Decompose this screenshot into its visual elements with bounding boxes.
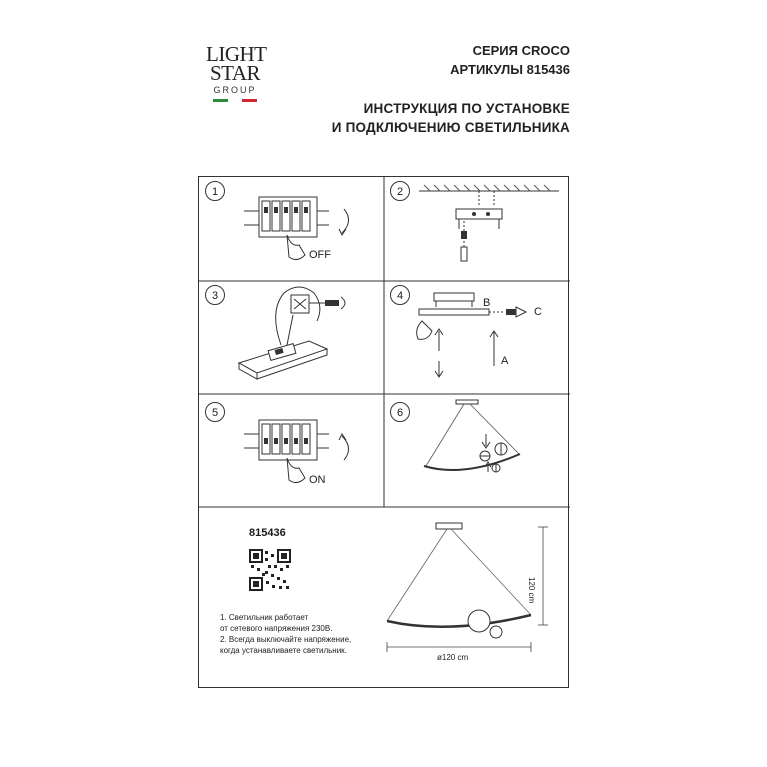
ceiling-mount-illustration	[384, 177, 570, 281]
width-dimension: ø120 cm	[437, 653, 469, 662]
step-2-number: 2	[390, 181, 410, 201]
pendant-dimension-drawing	[379, 517, 564, 682]
brand-logo	[206, 42, 267, 121]
label-c: C	[534, 306, 542, 318]
step-5-number: 5	[205, 402, 225, 422]
step-4-panel	[384, 281, 570, 394]
shade-install-illustration	[384, 394, 570, 507]
breaker-off-illustration	[199, 177, 384, 281]
step-4-number: 4	[390, 285, 410, 305]
series-name: СЕРИЯ CROCO	[472, 43, 570, 58]
italian-flag-stripe	[213, 99, 257, 102]
brand-line2: STAR	[210, 61, 260, 85]
label-a: A	[501, 355, 509, 367]
step-6-panel	[384, 394, 570, 507]
product-code: 815436	[249, 527, 286, 539]
note-line-1: 1. Светильник работает	[220, 613, 309, 622]
step-3-number: 3	[205, 285, 225, 305]
wiring-illustration	[199, 281, 384, 394]
step-5-panel	[199, 394, 384, 507]
brand-line1: LIGHT	[206, 42, 267, 66]
label-b: B	[483, 297, 491, 309]
qr-code-icon	[249, 549, 291, 591]
step-1-panel	[199, 177, 384, 281]
on-label: ON	[309, 474, 326, 486]
document-title-line2: И ПОДКЛЮЧЕНИЮ СВЕТИЛЬНИКА	[331, 120, 570, 135]
note-line-3: 2. Всегда выключайте напряжение,	[220, 635, 352, 644]
breaker-on-illustration	[199, 394, 384, 507]
instruction-grid	[198, 176, 569, 688]
brand-line3: GROUP	[213, 85, 257, 95]
step-3-panel	[199, 281, 384, 394]
canopy-attach-illustration	[384, 281, 570, 394]
step-1-number: 1	[205, 181, 225, 201]
note-line-2: от сетевого напряжения 230В.	[220, 624, 333, 633]
document-title-line1: ИНСТРУКЦИЯ ПО УСТАНОВКЕ	[363, 101, 570, 116]
note-line-4: когда устанавливаете светильник.	[220, 646, 347, 655]
off-label: OFF	[309, 249, 331, 261]
height-dimension: 120 cm	[527, 577, 536, 604]
step-6-number: 6	[390, 402, 410, 422]
article-number: АРТИКУЛЫ 815436	[450, 62, 570, 77]
step-2-panel	[384, 177, 570, 281]
